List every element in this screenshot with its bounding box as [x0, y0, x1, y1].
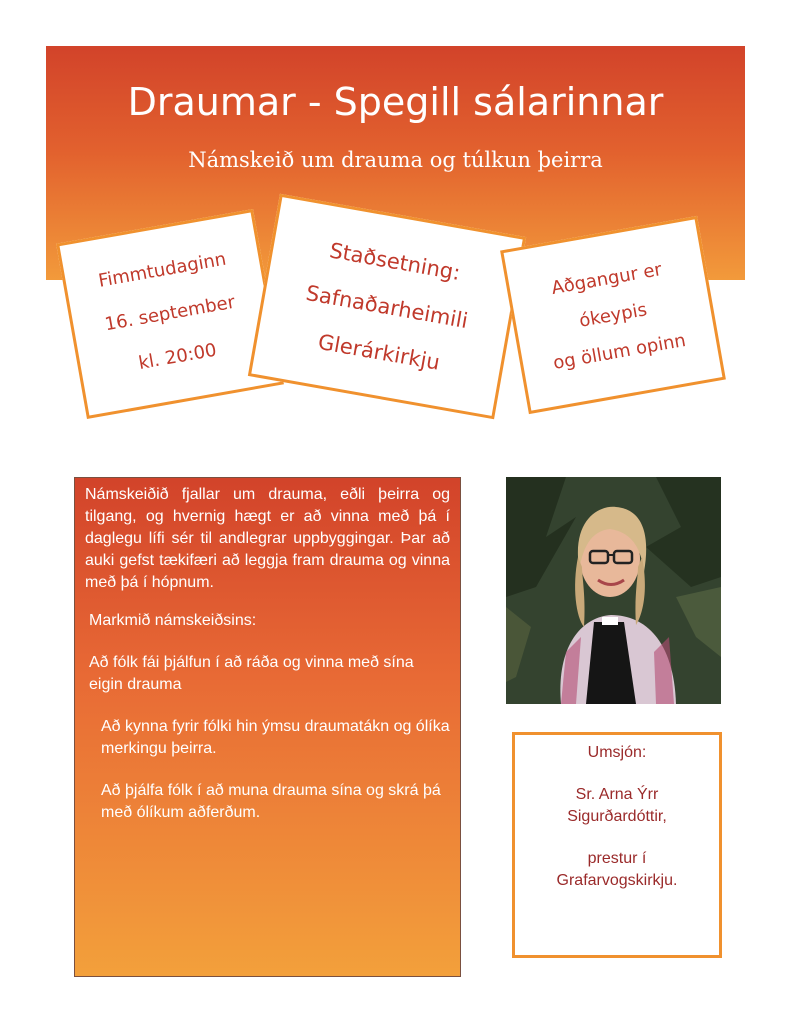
organizer-role-line: prestur í: [587, 850, 647, 867]
date-card: [56, 209, 284, 419]
admission-card-line: Aðgangur er: [549, 258, 664, 299]
admission-card-line: ókeypis: [577, 298, 649, 332]
date-card-line: Fimmtudaginn: [96, 248, 228, 292]
page-subtitle: Námskeið um drauma og túlkun þeirra: [188, 148, 603, 172]
admission-card: [500, 216, 726, 414]
date-card-line: kl. 20:00: [136, 339, 219, 375]
admission-card-line: og öllum opinn: [551, 329, 688, 374]
date-card-line: 16. september: [103, 291, 237, 336]
organizer-name: [515, 784, 719, 828]
page-title: Draumar - Spegill sálarinnar: [127, 80, 664, 124]
course-description-box: [74, 477, 461, 977]
organizer-box: [512, 732, 722, 958]
goal-item: Að fólk fái þjálfun í að ráða og vinna með sína eigin drauma: [89, 654, 414, 693]
organizer-name-line: Sr. Arna Ýrr: [575, 786, 659, 803]
portrait-photo: [506, 477, 721, 704]
course-intro-text: Námskeiðið fjallar um drauma, eðli þeirra og tilgang, og hvernig hægt er að vinna með þá í daglegu lífi sér til andlegrar uppbyggingar. Þar að auki gefst tækifæri að leggja fram drauma og vinna með þá í hópnum.: [85, 486, 450, 591]
organizer-heading: Umsjón:: [587, 744, 647, 761]
location-card-line: Staðsetning:: [327, 237, 463, 285]
goal-item: Að þjálfa fólk í að muna drauma sína og skrá þá með ólíkum aðferðum.: [101, 782, 441, 821]
organizer-role-line: Grafarvogskirkju.: [556, 872, 678, 889]
goal-item: Að kynna fyrir fólki hin ýmsu draumatákn og ólíka merkingu þeirra.: [101, 718, 450, 757]
location-card-line: Safnaðarheimili: [304, 280, 470, 333]
location-card-line: Glerárkirkju: [316, 329, 442, 375]
organizer-name-line: Sigurðardóttir,: [567, 808, 667, 825]
portrait-illustration: [506, 477, 721, 704]
goals-heading: Markmið námskeiðsins:: [89, 612, 257, 629]
organizer-role: [515, 848, 719, 892]
